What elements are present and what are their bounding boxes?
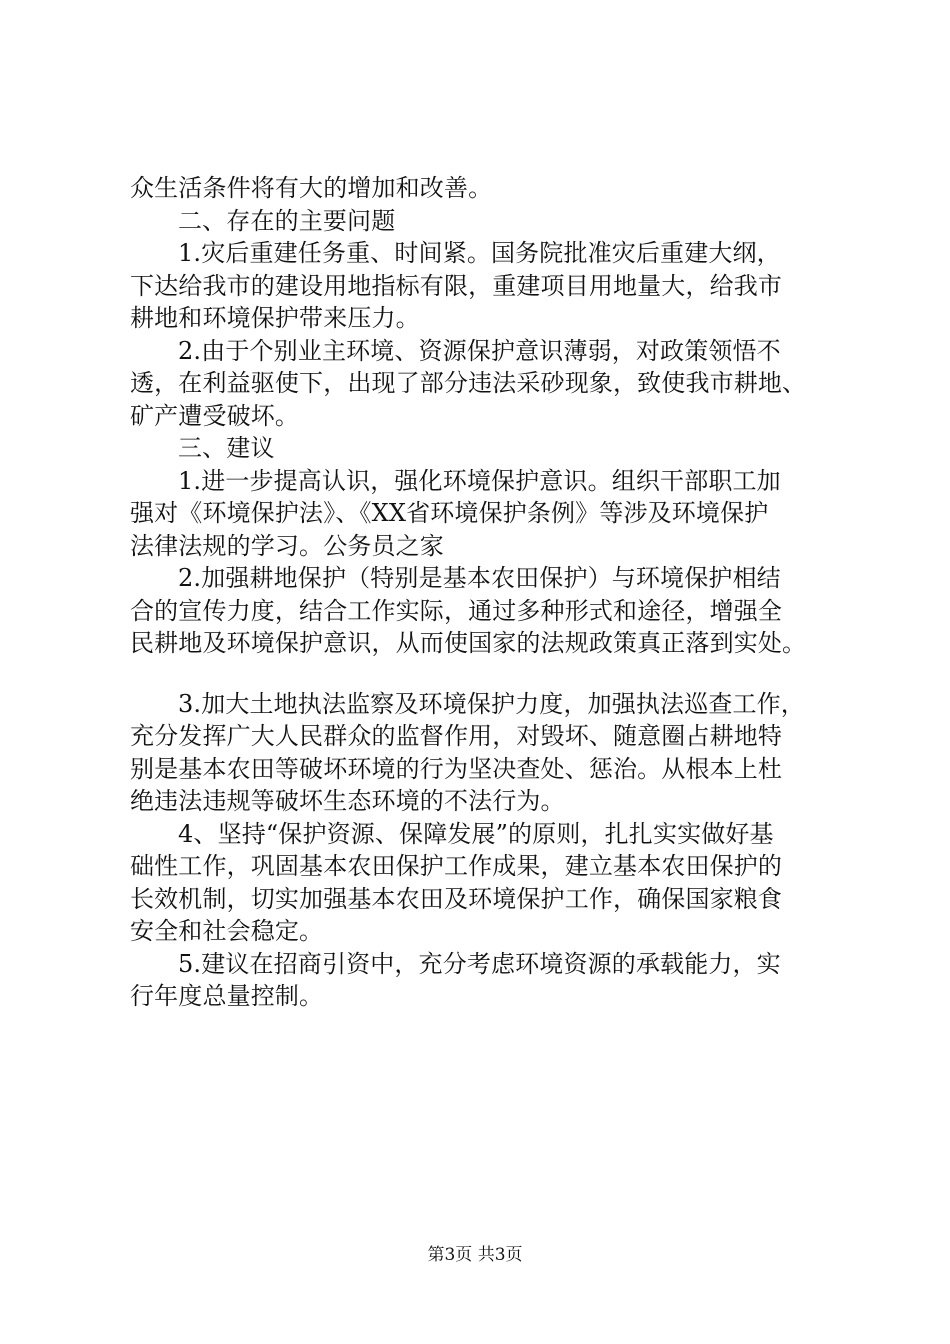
document-body [130, 172, 850, 1013]
text-line: 二、存在的主要问题 [178, 206, 396, 235]
text-line: 3.加大土地执法监察及环境保护力度，加强执法巡查工作， [178, 689, 805, 718]
text-line: 三、建议 [178, 434, 275, 462]
text-line: 2.由于个别业主环境、资源保护意识薄弱，对政策领悟不 [178, 336, 781, 365]
text-line: 耕地和环境保护带来压力。 [130, 304, 420, 332]
text-line: 绝违法违规等破坏生态环境的不法行为。 [130, 787, 565, 815]
text-line: 别是基本农田等破坏环境的行为坚决查处、惩治。从根本上杜 [130, 754, 783, 783]
text-line: 行年度总量控制。 [130, 982, 324, 1010]
text-line: 1.灾后重建任务重、时间紧。国务院批准灾后重建大纲， [178, 239, 781, 267]
page-footer: 第3页 共3页 [427, 1245, 523, 1265]
text-line: 础性工作，巩固基本农田保护工作成果，建立基本农田保护的 [130, 852, 783, 880]
text-line: 长效机制，切实加强基本农田及环境保护工作，确保国家粮食 [130, 884, 783, 913]
text-line: 4、坚持“保护资源、保障发展”的原则，扎扎实实做好基 [178, 819, 774, 848]
text-line: 民耕地及环境保护意识，从而使国家的法规政策真正落到实处。 [130, 629, 807, 657]
text-line: 2.加强耕地保护（特别是基本农田保护）与环境保护相结 [178, 564, 781, 592]
text-line: 下达给我市的建设用地指标有限，重建项目用地量大，给我市 [130, 271, 783, 300]
text-line: 法律法规的学习。公务员之家 [130, 531, 444, 560]
text-line: 充分发挥广大人民群众的监督作用，对毁坏、随意圈占耕地特 [130, 722, 783, 750]
text-line: 矿产遭受破坏。 [130, 401, 300, 430]
text-line: 1.进一步提高认识，强化环境保护意识。组织干部职工加 [178, 466, 781, 495]
text-line: 强对《环境保护法》、《XX省环境保护条例》等涉及环境保护 [130, 499, 769, 527]
text-line: 5.建议在招商引资中，充分考虑环境资源的承载能力，实 [178, 949, 781, 978]
paragraph-gap [130, 660, 850, 688]
text-line: 安全和社会稳定。 [130, 917, 324, 945]
text-line: 合的宣传力度，结合工作实际，通过多种形式和途径，增强全 [130, 596, 783, 625]
text-line: 众生活条件将有大的增加和改善。 [130, 174, 493, 202]
text-line: 透，在利益驱使下，出现了部分违法采砂现象，致使我市耕地、 [130, 369, 807, 397]
